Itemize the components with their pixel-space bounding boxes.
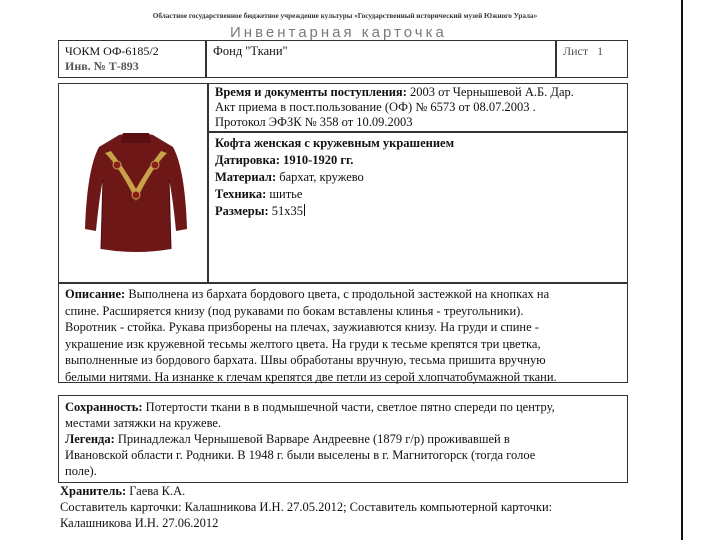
description-line3: Воротник - стойка. Рукава призборены на плечах, заужиавются книзу. На груди и спине - (65, 320, 539, 334)
technique-label: Техника: (215, 187, 267, 201)
blouse-photo (81, 129, 191, 259)
receipt-line1: 2003 от Чернышевой А.Б. Дар. (406, 85, 574, 99)
page-edge-line (681, 0, 683, 540)
condition-legend-cell (58, 395, 628, 483)
description-line5: выполненные из бордового бархата. Швы обработаны вручную, тесьма пришита вручную (65, 353, 546, 367)
description-line2: спине. Расширяется книзу (под рукавами по бокам вставлены клинья - треугольники). (65, 303, 524, 318)
compiler-line-cont: Калашникова И.Н. 27.06.2012 (60, 516, 219, 530)
receipt-label: Время и документы поступления: (215, 85, 407, 99)
description-cell (58, 283, 628, 383)
dating-label: Датировка: (215, 153, 280, 167)
receipt-line3: Протокол ЭФЗК № 358 от 10.09.2003 (215, 115, 413, 129)
legend-label: Легенда: (65, 432, 115, 446)
description-line6: белыми нитями. На изнанке к глечам крепятся две петли из серой хлопчатобумажной ткани. (65, 369, 557, 384)
sheet-number: 1 (597, 44, 604, 58)
sheet-label: Лист (563, 44, 589, 58)
legend-line1: Принадлежал Чернышевой Варваре Андреевне (1879 г/р) проживавшей в (114, 432, 510, 446)
condition-line1: Потертости ткани в в подмышечной части, светлое пятно спереди по центру, (142, 400, 555, 414)
compiler-line: Составитель карточки: Калашникова И.Н. 27.05.2012; Составитель компьютерной карточки: (60, 500, 553, 514)
receipt-cell (208, 83, 628, 132)
header-number-cell (58, 40, 206, 78)
organization-name: Областное государственное бюджетное учреждение культуры «Государственный исторический музей Южного Урала» (152, 12, 538, 20)
item-cell (208, 132, 628, 283)
material-label: Материал: (215, 170, 277, 184)
description-line1: Выполнена из бархата бордового цвета, с продольной застежкой на кнопках на (125, 287, 550, 301)
header-sheet-cell (556, 40, 628, 78)
material-value: бархат, кружево (276, 170, 364, 184)
museum-number: ЧОКМ ОФ-6185/2 (65, 44, 159, 58)
technique-value: шитье (266, 187, 303, 201)
receipt-line2: Акт приема в пост.пользование (ОФ) № 6573 от 08.07.2003 . (215, 100, 536, 114)
fund-name: Фонд "Ткани" (213, 44, 288, 58)
photo-cell (58, 83, 208, 283)
description-line4: украшение изк кружевной тесьмы желтого цвета. На груди к тесьме крепятся три цветка, (65, 336, 541, 351)
page-title: Инвентарная карточка (230, 24, 447, 41)
legend-line2: Ивановской области г. Родники. В 1948 г. были выселены в г. Магнитогорск (тогда голое (65, 448, 536, 462)
footer (60, 483, 640, 531)
keeper-value: Гаева К.А. (126, 484, 186, 498)
header-fund-cell (206, 40, 556, 78)
description-label: Описание: (65, 287, 126, 301)
condition-line2: местами затяжки на кружеве. (65, 416, 222, 430)
condition-label: Сохранность: (65, 400, 143, 414)
dating-value: 1910-1920 гг. (279, 153, 354, 167)
size-value: 51х35 (268, 204, 304, 218)
inventory-number: Инв. № Т-893 (65, 59, 139, 73)
size-label: Размеры: (215, 204, 269, 218)
text-cursor (304, 204, 305, 216)
legend-line3: поле). (65, 464, 97, 478)
keeper-label: Хранитель: (60, 484, 127, 498)
item-name: Кофта женская с кружевным украшением (215, 136, 455, 150)
